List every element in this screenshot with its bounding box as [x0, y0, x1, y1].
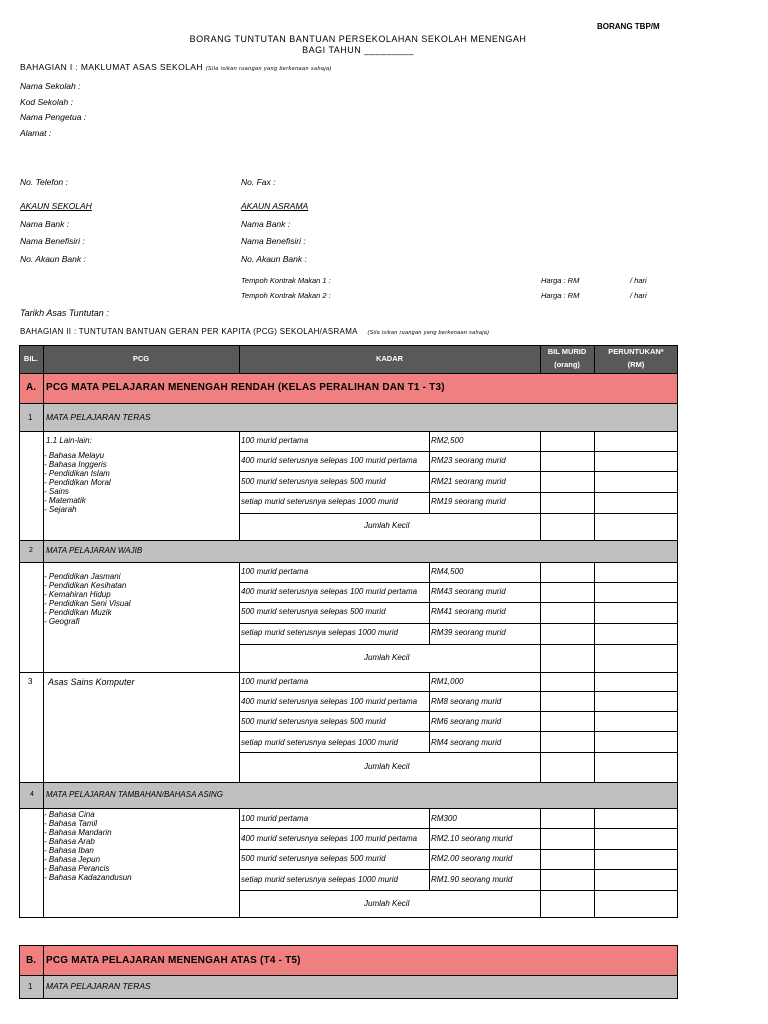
col-bil-murid: BIL MURID — [547, 347, 587, 356]
subtotal-label: Jumlah Kecil — [364, 653, 410, 662]
tarikh-asas-tuntutan: Tarikh Asas Tuntutan : — [20, 308, 109, 318]
col-pcg: PCG — [132, 354, 150, 363]
kontrak-makan-1: Tempoh Kontrak Makan 1 : — [241, 276, 331, 285]
col-bil: BIL. — [23, 354, 39, 363]
rate-value: RM300 — [431, 814, 457, 823]
list-item: - Sejarah — [44, 505, 77, 514]
list-item: - Geografi — [44, 617, 80, 626]
rate-desc: 500 murid seterusnya selepas 500 murid — [241, 477, 386, 486]
sekolah-akaun-bank: No. Akaun Bank : — [20, 254, 86, 264]
list-item: - Pendidikan Kesihatan — [44, 581, 127, 590]
group4-title: MATA PELAJARAN TAMBAHAN/BAHASA ASING — [46, 790, 223, 799]
rate-value: RM41 seorang murid — [431, 607, 506, 616]
field-telefon: No. Telefon : — [20, 177, 68, 187]
list-item: - Bahasa Inggeris — [44, 460, 107, 469]
rate-value: RM2,500 — [431, 436, 464, 445]
group2-title: MATA PELAJARAN WAJIB — [46, 546, 143, 555]
group3-num: 3 — [28, 677, 33, 686]
part2-heading: BAHAGIAN II : TUNTUTAN BANTUAN GERAN PER KAPITA (PCG) SEKOLAH/ASRAMA (Sila isikan ruangan yang berkenaan sahaja) — [20, 327, 490, 336]
list-item: - Pendidikan Seni Visual — [44, 599, 131, 608]
list-item: - Pendidikan Moral — [44, 478, 111, 487]
list-item: - Matematik — [44, 496, 86, 505]
harga-2: Harga : RM — [541, 291, 580, 300]
col-peruntukan: PERUNTUKAN* — [608, 347, 664, 356]
rate-desc: 400 murid seterusnya selepas 100 murid pertama — [241, 587, 418, 596]
list-item: - Bahasa Mandarin — [44, 828, 112, 837]
form-code: BORANG TBP/M — [597, 22, 660, 31]
subtotal-label: Jumlah Kecil — [364, 762, 410, 771]
rate-value: RM2.00 seorang murid — [431, 854, 513, 863]
list-item: - Bahasa Arab — [44, 837, 95, 846]
list-item: - Sains — [44, 487, 69, 496]
rate-desc: setiap murid seterusnya selepas 1000 murid — [241, 875, 398, 884]
rate-value: RM6 seorang murid — [431, 717, 502, 726]
section-b-label: B. — [26, 955, 36, 966]
group1-title: MATA PELAJARAN TERAS — [46, 412, 151, 422]
rate-desc: setiap murid seterusnya selepas 1000 murid — [241, 738, 398, 747]
field-alamat: Alamat : — [20, 128, 52, 138]
group-b1-title: MATA PELAJARAN TERAS — [46, 981, 151, 991]
subtotal-label: Jumlah Kecil — [364, 899, 410, 908]
rate-desc: setiap murid seterusnya selepas 1000 murid — [241, 497, 398, 506]
rate-desc: 400 murid seterusnya selepas 100 murid pertama — [241, 456, 418, 465]
form-title: BORANG TUNTUTAN BANTUAN PERSEKOLAHAN SEKOLAH MENENGAH — [189, 34, 527, 44]
form-year: BAGI TAHUN _________ — [302, 45, 414, 55]
rate-value: RM8 seorang murid — [431, 697, 502, 706]
list-item: - Bahasa Tamil — [44, 819, 98, 828]
field-fax: No. Fax : — [241, 177, 276, 187]
per-hari-1: / hari — [630, 276, 647, 285]
field-nama-pengetua: Nama Pengetua : — [20, 112, 87, 122]
sekolah-nama-bank: Nama Bank : — [20, 219, 70, 229]
group1-intro: 1.1 Lain-lain: — [46, 436, 92, 445]
rate-desc: 500 murid seterusnya selepas 500 murid — [241, 854, 386, 863]
list-item: - Bahasa Kadazandusun — [44, 873, 132, 882]
group-b1-num: 1 — [28, 982, 33, 991]
list-item: - Pendidikan Islam — [44, 469, 110, 478]
group3-title: Asas Sains Komputer — [48, 677, 135, 687]
rate-value: RM43 seorang murid — [431, 587, 506, 596]
part1-heading: BAHAGIAN I : MAKLUMAT ASAS SEKOLAH (Sila isikan ruangan yang berkenaan sahaja) — [20, 62, 332, 72]
group1-subjects — [44, 451, 111, 514]
rate-desc: 400 murid seterusnya selepas 100 murid pertama — [241, 697, 418, 706]
field-kod-sekolah: Kod Sekolah : — [20, 97, 73, 107]
rate-value: RM1,000 — [431, 677, 464, 686]
list-item: - Bahasa Melayu — [44, 451, 105, 460]
group4-subjects — [44, 810, 132, 882]
list-item: - Bahasa Cina — [44, 810, 95, 819]
field-nama-sekolah: Nama Sekolah : — [20, 81, 81, 91]
rate-desc: 100 murid pertama — [241, 567, 309, 576]
section-a-title: PCG MATA PELAJARAN MENENGAH RENDAH (KELAS PERALIHAN DAN T1 - T3) — [46, 382, 445, 393]
rate-value: RM39 seorang murid — [431, 628, 506, 637]
per-hari-2: / hari — [630, 291, 647, 300]
harga-1: Harga : RM — [541, 276, 580, 285]
rate-value: RM1.90 seorang murid — [431, 875, 513, 884]
rate-desc: 400 murid seterusnya selepas 100 murid pertama — [241, 834, 418, 843]
list-item: - Bahasa Iban — [44, 846, 94, 855]
asrama-nama-bank: Nama Bank : — [241, 219, 291, 229]
kontrak-makan-2: Tempoh Kontrak Makan 2 : — [241, 291, 331, 300]
list-item: - Pendidikan Muzik — [44, 608, 112, 617]
col-peruntukan-unit: (RM) — [627, 360, 645, 369]
sekolah-benefisiri: Nama Benefisiri : — [20, 236, 85, 246]
group1-num: 1 — [28, 413, 33, 422]
rate-desc: 100 murid pertama — [241, 814, 309, 823]
section-b-title: PCG MATA PELAJARAN MENENGAH ATAS (T4 - T5) — [46, 955, 301, 966]
rate-value: RM4,500 — [431, 567, 464, 576]
rate-desc: 100 murid pertama — [241, 677, 309, 686]
rate-value: RM4 seorang murid — [431, 738, 502, 747]
col-kadar: KADAR — [375, 354, 404, 363]
list-item: - Kemahiran Hidup — [44, 590, 111, 599]
rate-desc: 500 murid seterusnya selepas 500 murid — [241, 607, 386, 616]
akaun-asrama-heading: AKAUN ASRAMA — [241, 201, 309, 211]
group2-subjects — [44, 572, 131, 626]
part2-note: (Sila isikan ruangan yang berkenaan sahaja) — [367, 330, 490, 336]
section-a-label: A. — [26, 382, 36, 393]
asrama-akaun-bank: No. Akaun Bank : — [241, 254, 307, 264]
col-bil-murid-unit: (orang) — [554, 360, 580, 369]
rate-value: RM23 seorang murid — [431, 456, 506, 465]
rate-value: RM21 seorang murid — [431, 477, 506, 486]
rate-desc: 500 murid seterusnya selepas 500 murid — [241, 717, 386, 726]
rate-desc: setiap murid seterusnya selepas 1000 murid — [241, 628, 398, 637]
rate-value: RM19 seorang murid — [431, 497, 506, 506]
rate-value: RM2.10 seorang murid — [431, 834, 513, 843]
list-item: - Bahasa Jepun — [44, 855, 101, 864]
list-item: - Pendidikan Jasmani — [44, 572, 121, 581]
rate-desc: 100 murid pertama — [241, 436, 309, 445]
group2-num: 2 — [29, 547, 33, 554]
akaun-sekolah-heading: AKAUN SEKOLAH — [20, 201, 92, 211]
group4-num: 4 — [30, 791, 34, 798]
part1-note: (Sila isikan ruangan yang berkenaan sahaja) — [205, 66, 332, 72]
subtotal-label: Jumlah Kecil — [364, 521, 410, 530]
asrama-benefisiri: Nama Benefisiri : — [241, 236, 306, 246]
list-item: - Bahasa Perancis — [44, 864, 110, 873]
